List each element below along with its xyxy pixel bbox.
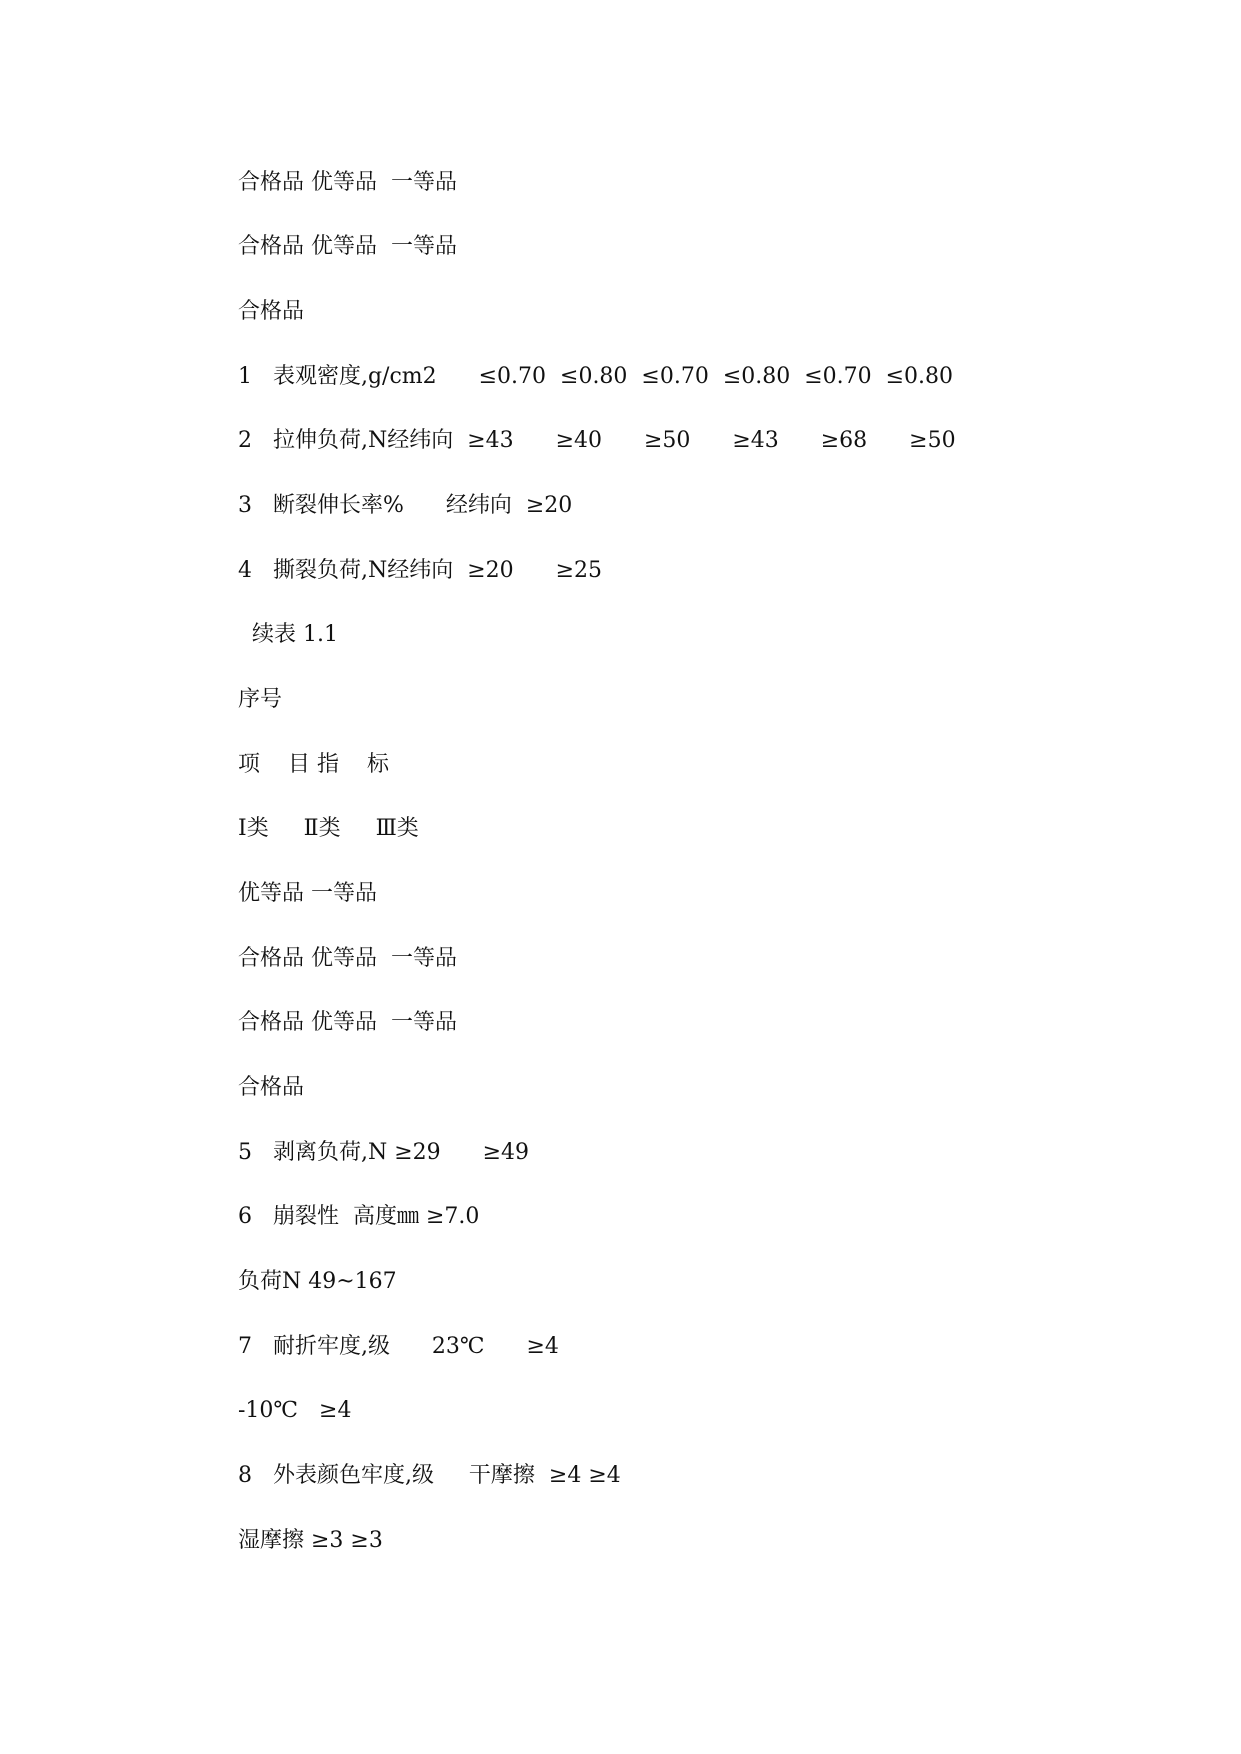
text-line: 合格品 xyxy=(238,1075,305,1100)
table-row: 6 崩裂性 高度㎜ ≥7.0 xyxy=(238,1204,480,1229)
text-line: 合格品 优等品 一等品 xyxy=(238,946,457,971)
column-header: Ⅰ类 Ⅱ类 Ⅲ类 xyxy=(238,816,419,841)
text-line: 优等品 一等品 xyxy=(238,881,377,906)
text-line: 合格品 优等品 一等品 xyxy=(238,1010,457,1035)
column-header: 项 目 指 标 xyxy=(238,752,389,777)
table-row: 3 断裂伸长率% 经纬向 ≥20 xyxy=(238,493,573,518)
table-row: 2 拉伸负荷,N经纬向 ≥43 ≥40 ≥50 ≥43 ≥68 ≥50 xyxy=(238,428,956,453)
text-line: 合格品 优等品 一等品 xyxy=(238,234,457,259)
table-caption: 续表 1.1 xyxy=(238,622,338,647)
table-row: 负荷N 49~167 xyxy=(238,1269,397,1294)
table-row: 5 剥离负荷,N ≥29 ≥49 xyxy=(238,1140,530,1165)
table-row: -10℃ ≥4 xyxy=(238,1398,352,1423)
table-row: 1 表观密度,g/cm2 ≤0.70 ≤0.80 ≤0.70 ≤0.80 ≤0.70 ≤0.80 xyxy=(238,364,954,389)
table-row: 湿摩擦 ≥3 ≥3 xyxy=(238,1528,383,1553)
table-row: 4 撕裂负荷,N经纬向 ≥20 ≥25 xyxy=(238,558,603,583)
table-row: 8 外表颜色牢度,级 干摩擦 ≥4 ≥4 xyxy=(238,1463,621,1488)
text-line: 合格品 xyxy=(238,299,305,324)
text-line: 合格品 优等品 一等品 xyxy=(238,170,457,195)
column-header: 序号 xyxy=(238,687,283,712)
table-row: 7 耐折牢度,级 23℃ ≥4 xyxy=(238,1334,559,1359)
